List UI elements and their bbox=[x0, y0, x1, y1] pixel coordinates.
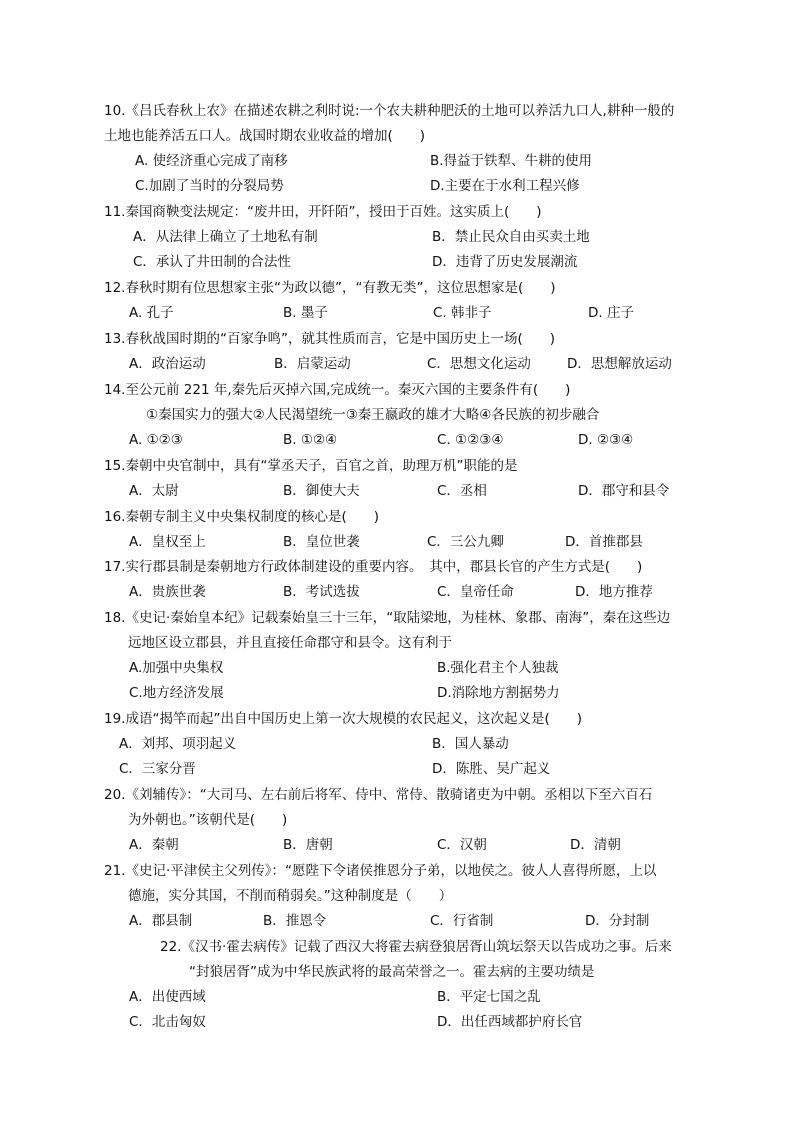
question-18-options-row-1 bbox=[0, 658, 794, 678]
question-14-statements: ①秦国实力的强大②人民渴望统一③秦王嬴政的雄才大略④各民族的初步融合 bbox=[146, 407, 600, 423]
option-d[interactable]: D. 庄子 bbox=[588, 305, 634, 321]
option-a[interactable]: A. 使经济重心完成了南移 bbox=[135, 153, 288, 169]
question-11-options-row-2 bbox=[0, 252, 794, 272]
question-number: 15. bbox=[104, 458, 126, 474]
option-a[interactable]: A.加强中央集权 bbox=[129, 660, 224, 676]
option-d[interactable]: D．陈胜、吴广起义 bbox=[432, 761, 551, 777]
option-c[interactable]: C. ①②③④ bbox=[437, 432, 504, 448]
question-18-line-2: 远地区设立郡县，并且直接任命郡守和县令。这有利于 bbox=[128, 635, 452, 651]
option-d[interactable]: D．思想解放运动 bbox=[567, 356, 672, 372]
option-a[interactable]: A．皇权至上 bbox=[129, 534, 206, 550]
question-text: 春秋战国时期的“百家争鸣”，就其性质而言，它是中国历史上一场( ) bbox=[125, 331, 556, 347]
question-17-line-1 bbox=[104, 557, 642, 577]
question-18-options-row-2 bbox=[0, 683, 794, 703]
question-12-line-1 bbox=[104, 278, 556, 298]
question-12-options bbox=[0, 303, 794, 323]
option-c[interactable]: C．皇帝任命 bbox=[437, 584, 514, 600]
question-text: 《吕氏春秋上农》在描述农耕之利时说:一个农夫耕种肥沃的土地可以养活九口人,耕种一般的 bbox=[125, 103, 675, 119]
question-14-options bbox=[0, 430, 794, 450]
question-text: 实行郡县制是秦朝地方行政体制建设的重要内容。 其中，郡县长官的产生方式是( ) bbox=[125, 559, 643, 575]
question-22-line-1 bbox=[160, 937, 672, 957]
question-text: 秦朝专制主义中央集权制度的核心是( ) bbox=[125, 509, 380, 525]
option-d[interactable]: D．违背了历史发展潮流 bbox=[432, 254, 578, 270]
option-b[interactable]: B．皇位世袭 bbox=[283, 534, 360, 550]
question-13-line-1 bbox=[104, 329, 555, 349]
option-a[interactable]: A．郡县制 bbox=[129, 913, 193, 929]
question-15-line-1 bbox=[104, 456, 517, 476]
option-d[interactable]: D．首推郡县 bbox=[565, 534, 643, 550]
option-c[interactable]: C．汉朝 bbox=[437, 837, 487, 853]
option-c[interactable]: C．思想文化运动 bbox=[427, 356, 531, 372]
question-text: 秦国商鞅变法规定：“废井田，开阡陌”，授田于百姓。这实质上( ) bbox=[125, 204, 542, 220]
question-10-options-row-1 bbox=[0, 151, 794, 171]
question-13-options bbox=[0, 354, 794, 374]
option-c[interactable]: C．三家分晋 bbox=[119, 761, 196, 777]
option-a[interactable]: A．政治运动 bbox=[129, 356, 206, 372]
option-a[interactable]: A．贵族世袭 bbox=[129, 584, 206, 600]
question-21-line-1 bbox=[104, 861, 657, 881]
option-c[interactable]: C.地方经济发展 bbox=[129, 685, 224, 701]
option-c[interactable]: C.加剧了当时的分裂局势 bbox=[135, 178, 284, 194]
question-number: 16. bbox=[104, 509, 126, 525]
question-number: 20. bbox=[104, 787, 126, 803]
question-11-options-row-1 bbox=[0, 227, 794, 247]
question-21-options bbox=[0, 911, 794, 931]
question-10-line-1 bbox=[104, 101, 674, 121]
question-number: 11. bbox=[104, 204, 126, 220]
question-15-options bbox=[0, 481, 794, 501]
option-b[interactable]: B．启蒙运动 bbox=[274, 356, 351, 372]
option-a[interactable]: A．秦朝 bbox=[129, 837, 179, 853]
question-19-options-row-2 bbox=[0, 759, 794, 779]
question-17-options bbox=[0, 582, 794, 602]
question-number: 18. bbox=[104, 610, 126, 626]
option-a[interactable]: A．太尉 bbox=[129, 483, 179, 499]
option-c[interactable]: C. 韩非子 bbox=[433, 305, 492, 321]
question-text: 《汉书·霍去病传》记载了西汉大将霍去病登狼居胥山筑坛祭天以告成功之事。后来 bbox=[181, 939, 672, 955]
question-text: 至公元前 221 年,秦先后灭掉六国,完成统一。秦灭六国的主要条件有( ) bbox=[125, 382, 571, 398]
question-10-line-2: 土地也能养活五口人。战国时期农业收益的增加( ) bbox=[104, 128, 426, 144]
option-d[interactable]: D．分封制 bbox=[585, 913, 650, 929]
option-c[interactable]: C．行省制 bbox=[430, 913, 494, 929]
option-b[interactable]: B．推恩令 bbox=[263, 913, 327, 929]
question-22-line-2: “封狼居胥”成为中华民族武将的最高荣誉之一。霍去病的主要功绩是 bbox=[189, 964, 595, 980]
question-number: 22. bbox=[160, 939, 182, 955]
question-14-line-1 bbox=[104, 380, 570, 400]
question-22-options-row-2 bbox=[0, 1012, 794, 1032]
question-text: 《史记·平津侯主父列传》：“愿陛下令诸侯推恩分子弟，以地侯之。彼人人喜得所愿，上以 bbox=[125, 863, 657, 879]
question-20-line-2: 为外朝也。”该朝代是( ) bbox=[128, 812, 288, 828]
option-c[interactable]: C．丞相 bbox=[437, 483, 487, 499]
question-text: 成语“揭竿而起”出自中国历史上第一次大规模的农民起义，这次起义是( ) bbox=[125, 711, 583, 727]
question-19-options-row-1 bbox=[0, 734, 794, 754]
option-b[interactable]: B.得益于铁犁、牛耕的使用 bbox=[430, 153, 593, 169]
option-a[interactable]: A．刘邦、项羽起义 bbox=[119, 736, 237, 752]
question-number: 10. bbox=[104, 103, 126, 119]
question-16-options bbox=[0, 532, 794, 552]
option-c[interactable]: C．三公九卿 bbox=[427, 534, 504, 550]
option-d[interactable]: D. ②③④ bbox=[578, 432, 634, 448]
question-20-options bbox=[0, 835, 794, 855]
option-d[interactable]: D．出任西域都护府长官 bbox=[437, 1014, 583, 1030]
option-a[interactable]: A．出使西域 bbox=[129, 989, 206, 1005]
question-number: 13. bbox=[104, 331, 126, 347]
option-d[interactable]: D.消除地方割据势力 bbox=[437, 685, 560, 701]
option-a[interactable]: A. 孔子 bbox=[129, 305, 174, 321]
option-a[interactable]: A. ①②③ bbox=[129, 432, 183, 448]
question-18-line-1 bbox=[104, 608, 670, 628]
option-d[interactable]: D．郡守和县令 bbox=[578, 483, 670, 499]
question-22-options-row-1 bbox=[0, 987, 794, 1007]
question-16-line-1 bbox=[104, 507, 379, 527]
option-a[interactable]: A．从法律上确立了土地私有制 bbox=[133, 229, 318, 245]
question-19-line-1 bbox=[104, 709, 582, 729]
option-b[interactable]: B．唐朝 bbox=[283, 837, 333, 853]
question-text: 春秋时期有位思想家主张“为政以德”，“有教无类”，这位思想家是( ) bbox=[125, 280, 556, 296]
question-10-options-row-2 bbox=[0, 176, 794, 196]
option-d[interactable]: D.主要在于水利工程兴修 bbox=[430, 178, 580, 194]
question-text: 《刘辅传》：“大司马、左右前后将军、侍中、常侍、散骑诸吏为中朝。丞相以下至六百石 bbox=[125, 787, 653, 803]
question-number: 17. bbox=[104, 559, 126, 575]
question-20-line-1 bbox=[104, 785, 652, 805]
option-c[interactable]: C．北击匈奴 bbox=[129, 1014, 206, 1030]
question-text: 《史记·秦始皇本纪》记载秦始皇三十三年，“取陆梁地，为桂林、象郡、南海”，秦在这些边 bbox=[125, 610, 671, 626]
question-21-line-2: 德施，实分其国，不削而稍弱矣。”这种制度是（ ） bbox=[128, 888, 453, 904]
option-b[interactable]: B.强化君主个人独裁 bbox=[437, 660, 559, 676]
question-text: 秦朝中央官制中，具有“掌丞天子，百官之首，助理万机”职能的是 bbox=[125, 458, 518, 474]
question-number: 14. bbox=[104, 382, 126, 398]
question-11-line-1 bbox=[104, 202, 542, 222]
option-b[interactable]: B. 墨子 bbox=[283, 305, 328, 321]
option-b[interactable]: B．御使大夫 bbox=[283, 483, 360, 499]
question-number: 19. bbox=[104, 711, 126, 727]
option-d[interactable]: D．地方推荐 bbox=[575, 584, 653, 600]
option-b[interactable]: B．国人暴动 bbox=[432, 736, 509, 752]
option-c[interactable]: C．承认了井田制的合法性 bbox=[133, 254, 291, 270]
option-b[interactable]: B．考试选拔 bbox=[283, 584, 360, 600]
question-number: 12. bbox=[104, 280, 126, 296]
option-b[interactable]: B．禁止民众自由买卖土地 bbox=[432, 229, 590, 245]
question-number: 21. bbox=[104, 863, 126, 879]
option-d[interactable]: D．清朝 bbox=[570, 837, 621, 853]
option-b[interactable]: B．平定七国之乱 bbox=[437, 989, 541, 1005]
option-b[interactable]: B. ①②④ bbox=[283, 432, 338, 448]
